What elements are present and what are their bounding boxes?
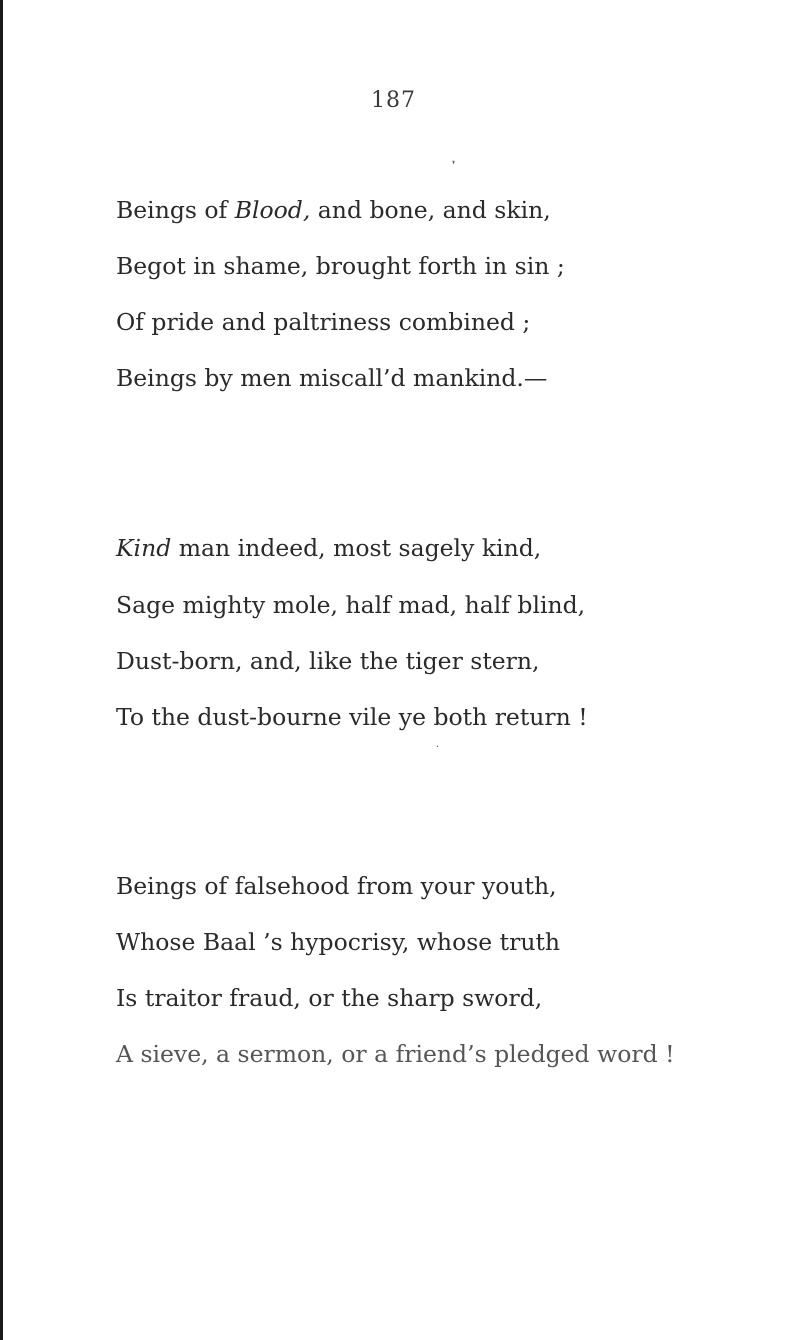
verse-line	[116, 196, 551, 224]
verse-emphasis: Kind	[116, 534, 172, 562]
verse-emphasis: Blood,	[234, 196, 311, 224]
verse-text: man indeed, most sagely kind,	[171, 534, 542, 562]
verse-line: Begot in shame, brought forth in sin ;	[116, 252, 565, 280]
verse-line: Dust-born, and, like the tiger stern,	[116, 647, 540, 675]
page-binding-edge	[0, 0, 3, 1340]
page-number: 187	[371, 88, 416, 113]
verse-text: Beings of	[116, 196, 235, 224]
verse-line: Of pride and paltriness combined ;	[116, 308, 531, 336]
verse-line	[116, 534, 541, 562]
verse-line: Is traitor fraud, or the sharp sword,	[116, 984, 543, 1012]
verse-text: and bone, and skin,	[310, 196, 551, 224]
verse-line: Sage mighty mole, half mad, half blind,	[116, 591, 586, 619]
print-speck: ❜	[452, 160, 456, 171]
verse-line: Beings by men miscall’d mankind.—	[116, 364, 548, 392]
verse-line: Beings of falsehood from your youth,	[116, 872, 557, 900]
verse-line: To the dust-bourne vile ye both return !	[116, 703, 588, 731]
verse-line: A sieve, a sermon, or a friend’s pledged word !	[116, 1040, 675, 1068]
verse-line: Whose Baal ’s hypocrisy, whose truth	[116, 928, 561, 956]
print-speck: ·	[436, 742, 440, 753]
